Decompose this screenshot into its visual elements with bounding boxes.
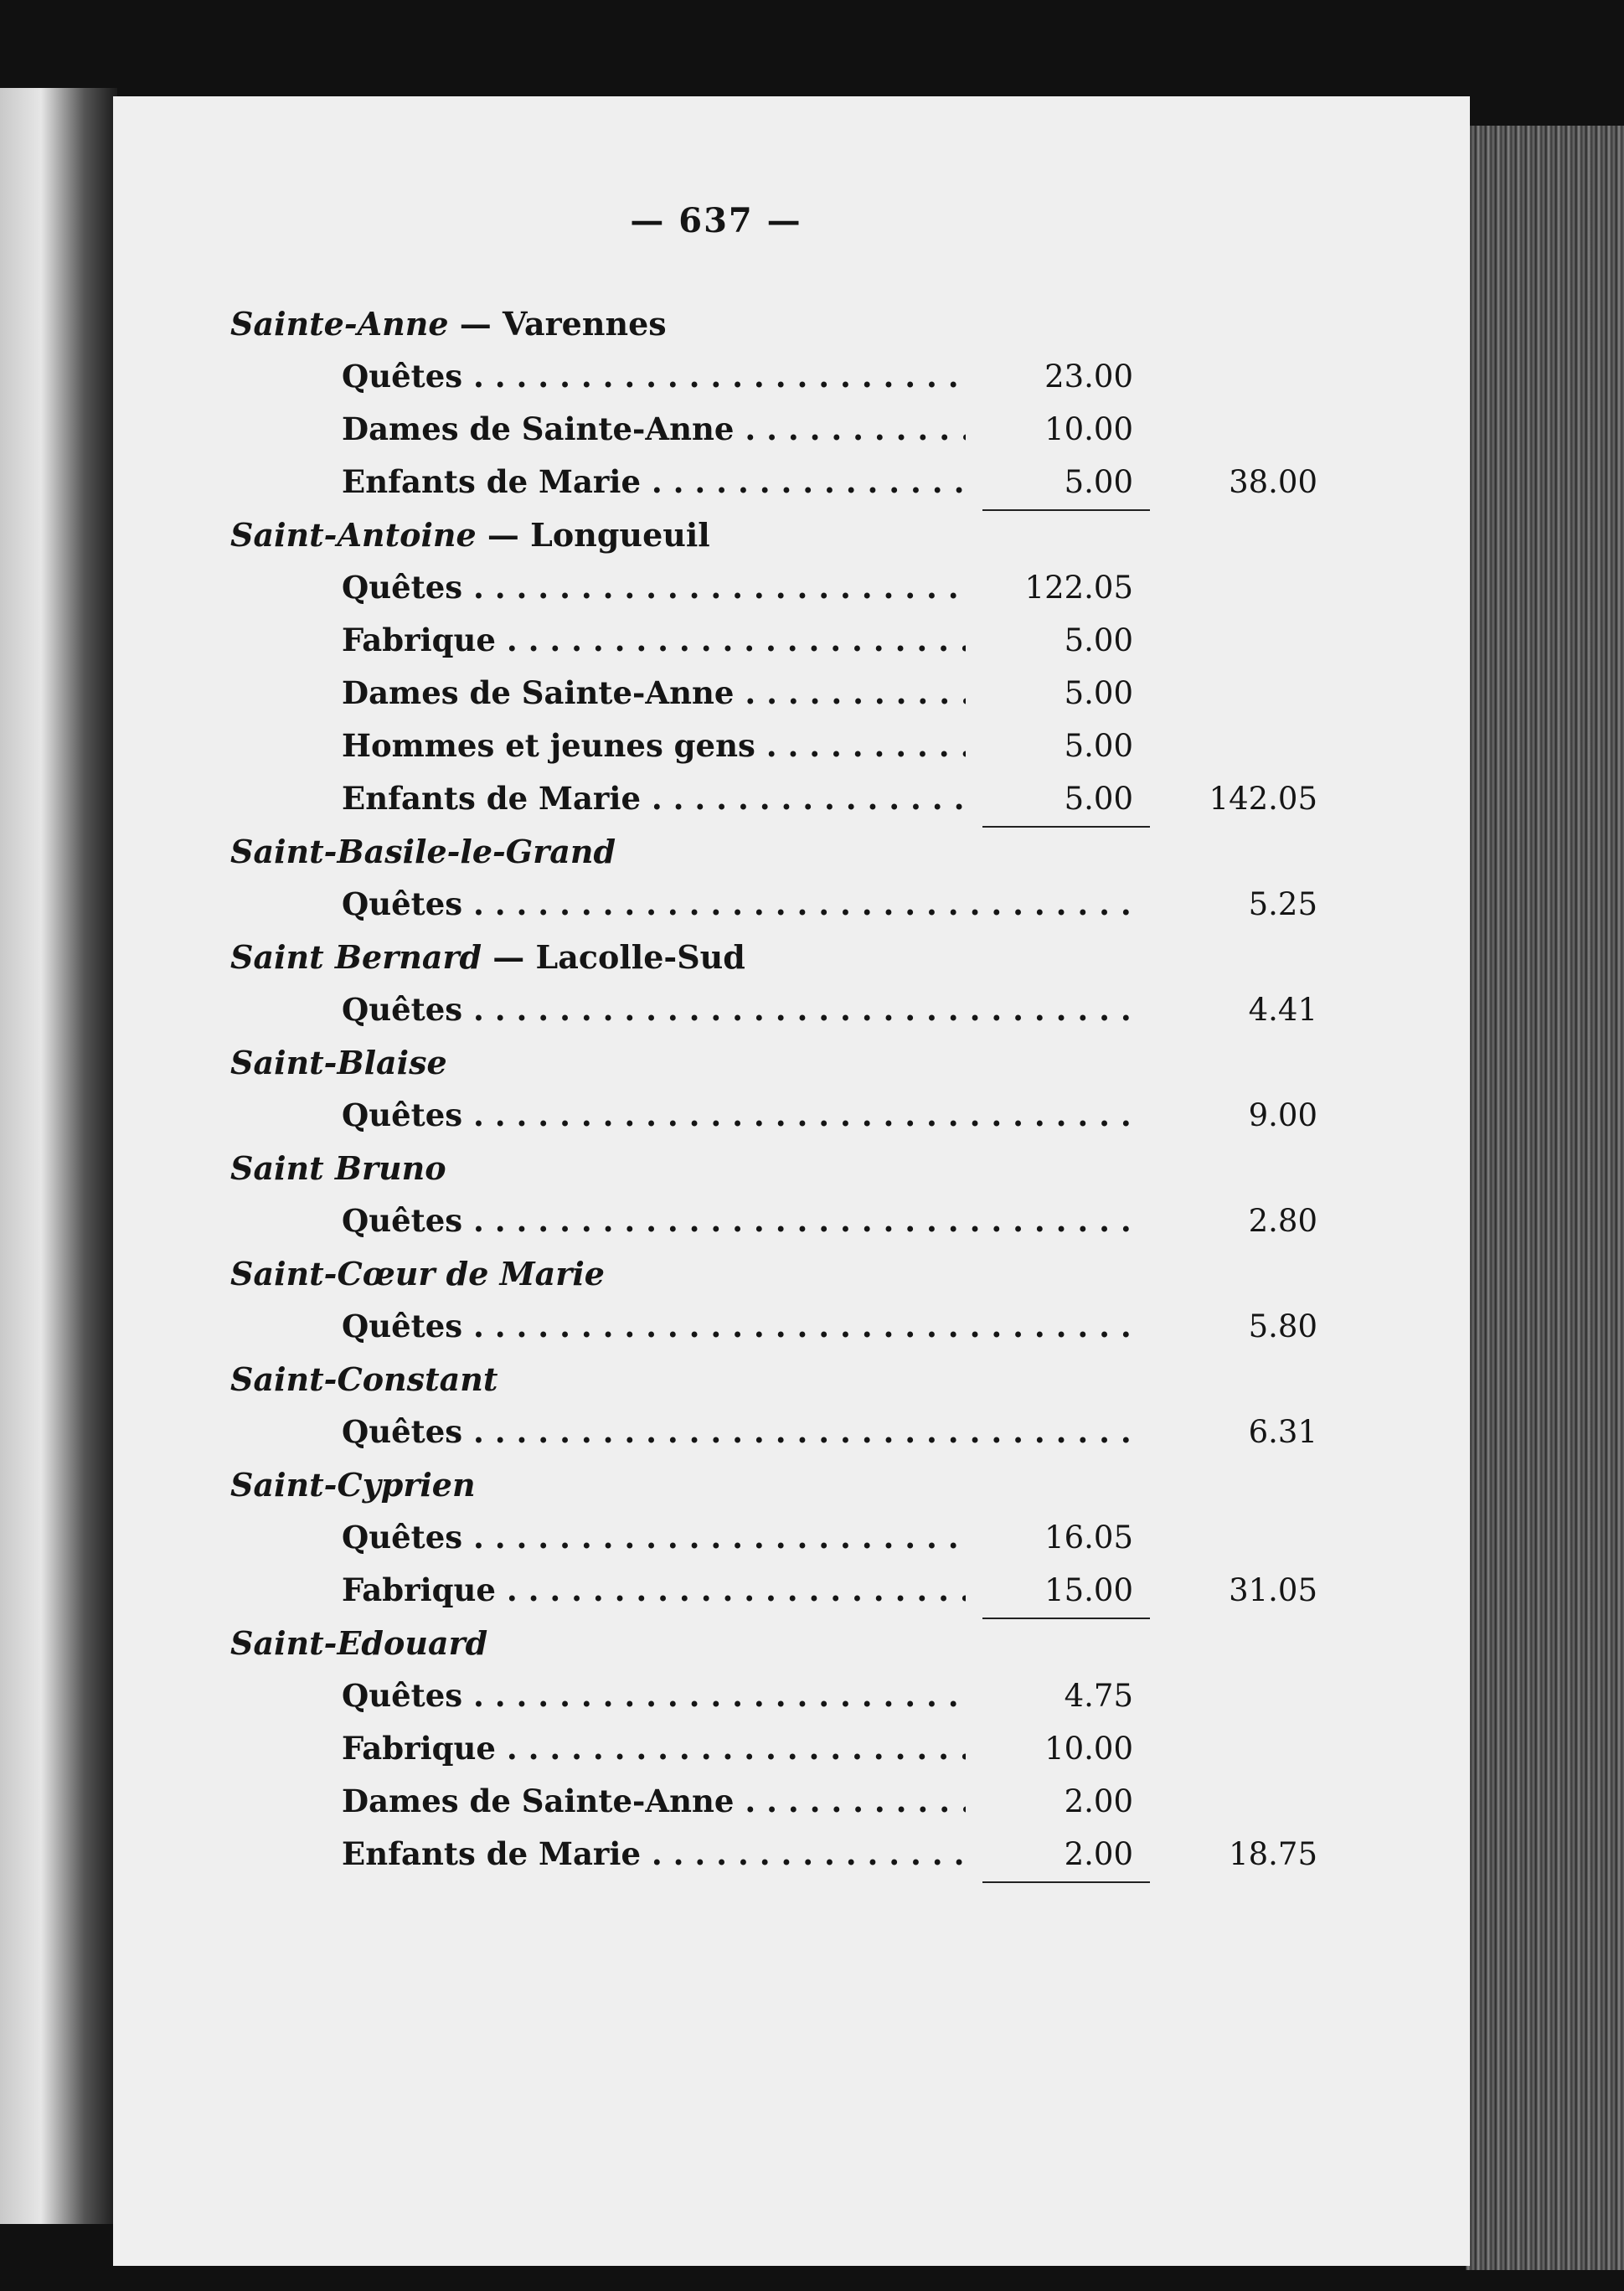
line-amount: 2.00 xyxy=(974,1828,1133,1881)
parish-heading xyxy=(113,1247,1470,1300)
line-amount: 4.75 xyxy=(1064,1678,1133,1714)
line-amount: 10.00 xyxy=(1044,411,1133,447)
line-amount: 16.05 xyxy=(1044,1520,1133,1556)
line-total: 142.05 xyxy=(1209,781,1317,817)
line-amount: 23.00 xyxy=(1044,359,1133,395)
line-label: Hommes et jeunes gens . . . xyxy=(342,720,966,772)
line-label: Quêtes . . . xyxy=(342,1406,1133,1458)
line-total: 5.25 xyxy=(1248,886,1317,922)
line-label: Quêtes . . . xyxy=(342,561,966,614)
line-label: Fabrique . . . xyxy=(342,1722,966,1775)
parish-separator: — xyxy=(448,305,503,343)
line-label: Dames de Sainte-Anne . . . xyxy=(342,1775,966,1828)
left-page-edge xyxy=(0,88,117,2224)
line-amount: 5.00 xyxy=(974,456,1133,508)
line-total: 5.80 xyxy=(1248,1308,1317,1344)
ledger-line xyxy=(113,983,1470,1036)
parish-heading xyxy=(113,508,1470,561)
parish-heading xyxy=(113,297,1470,350)
parish-name: Saint-Basile-le-Grand xyxy=(230,833,616,870)
line-label: Enfants de Marie . . . xyxy=(342,456,966,508)
line-amount: 5.00 xyxy=(974,772,1133,825)
ledger-line xyxy=(113,456,1470,508)
parish-name: Saint Bruno xyxy=(230,1149,446,1187)
parish-separator: — xyxy=(476,516,531,554)
parish-heading xyxy=(113,1617,1470,1669)
ledger-line xyxy=(113,1722,1470,1775)
line-total: 6.31 xyxy=(1248,1414,1317,1450)
book-page-edges xyxy=(1466,126,1624,2270)
ledger-line xyxy=(113,614,1470,667)
line-label: Quêtes . . . xyxy=(342,878,1133,931)
line-label: Quêtes . . . xyxy=(342,983,1133,1036)
line-total: 2.80 xyxy=(1248,1203,1317,1239)
ledger-line xyxy=(113,1669,1470,1722)
ledger-line xyxy=(113,403,1470,456)
line-label: Fabrique . . . xyxy=(342,614,966,667)
line-label: Quêtes . . . xyxy=(342,1089,1133,1142)
parish-name: Saint-Blaise xyxy=(230,1044,447,1081)
ledger-line xyxy=(113,772,1470,825)
parish-name: Saint-Edouard xyxy=(230,1624,488,1662)
line-amount: 5.00 xyxy=(1064,728,1133,764)
line-label: Quêtes . . . xyxy=(342,1511,966,1564)
line-label: Dames de Sainte-Anne . . . xyxy=(342,403,966,456)
parish-heading xyxy=(113,931,1470,983)
ledger-line xyxy=(113,561,1470,614)
line-label: Fabrique . . . xyxy=(342,1564,966,1617)
parish-name: Saint-Cœur de Marie xyxy=(230,1255,605,1293)
ledger-line xyxy=(113,350,1470,403)
line-amount: 10.00 xyxy=(1044,1731,1133,1767)
ledger-entries xyxy=(113,297,1470,1881)
parish-separator: — xyxy=(482,938,536,976)
page-number: — 637 — xyxy=(630,201,802,240)
line-amount: 122.05 xyxy=(1024,570,1133,606)
ledger-line xyxy=(113,1089,1470,1142)
line-total: 31.05 xyxy=(1229,1572,1317,1608)
line-label: Dames de Sainte-Anne . . . xyxy=(342,667,966,720)
parish-name: Saint-Cyprien xyxy=(230,1466,476,1504)
ledger-line xyxy=(113,1195,1470,1247)
parish-name: Sainte-Anne xyxy=(230,305,449,343)
line-total: 18.75 xyxy=(1229,1836,1317,1872)
ledger-line xyxy=(113,1828,1470,1881)
parish-place: Varennes xyxy=(503,305,667,343)
parish-name: Saint-Antoine xyxy=(230,516,477,554)
line-label: Quêtes . . . xyxy=(342,350,966,403)
parish-heading xyxy=(113,1353,1470,1406)
line-amount: 5.00 xyxy=(1064,622,1133,658)
ledger-line xyxy=(113,878,1470,931)
line-label: Enfants de Marie . . . xyxy=(342,1828,966,1881)
line-label: Quêtes . . . xyxy=(342,1195,1133,1247)
ledger-line xyxy=(113,1511,1470,1564)
document-page xyxy=(113,96,1470,2266)
parish-heading xyxy=(113,1142,1470,1195)
line-label: Quêtes . . . xyxy=(342,1300,1133,1353)
parish-name: Saint-Constant xyxy=(230,1360,498,1398)
ledger-line xyxy=(113,667,1470,720)
parish-heading xyxy=(113,825,1470,878)
parish-heading xyxy=(113,1036,1470,1089)
parish-heading xyxy=(113,1458,1470,1511)
line-total: 38.00 xyxy=(1229,464,1317,500)
line-amount: 5.00 xyxy=(1064,675,1133,711)
ledger-line xyxy=(113,1300,1470,1353)
parish-place: Longueuil xyxy=(530,516,710,554)
line-label: Quêtes . . . xyxy=(342,1669,966,1722)
parish-name: Saint Bernard xyxy=(230,938,482,976)
ledger-line xyxy=(113,1775,1470,1828)
line-amount: 15.00 xyxy=(974,1564,1133,1617)
line-amount: 2.00 xyxy=(1064,1783,1133,1819)
ledger-line xyxy=(113,1406,1470,1458)
line-total: 4.41 xyxy=(1248,992,1317,1028)
parish-place: Lacolle-Sud xyxy=(535,938,745,976)
line-total: 9.00 xyxy=(1248,1097,1317,1133)
ledger-line xyxy=(113,720,1470,772)
line-label: Enfants de Marie . . . xyxy=(342,772,966,825)
ledger-line xyxy=(113,1564,1470,1617)
